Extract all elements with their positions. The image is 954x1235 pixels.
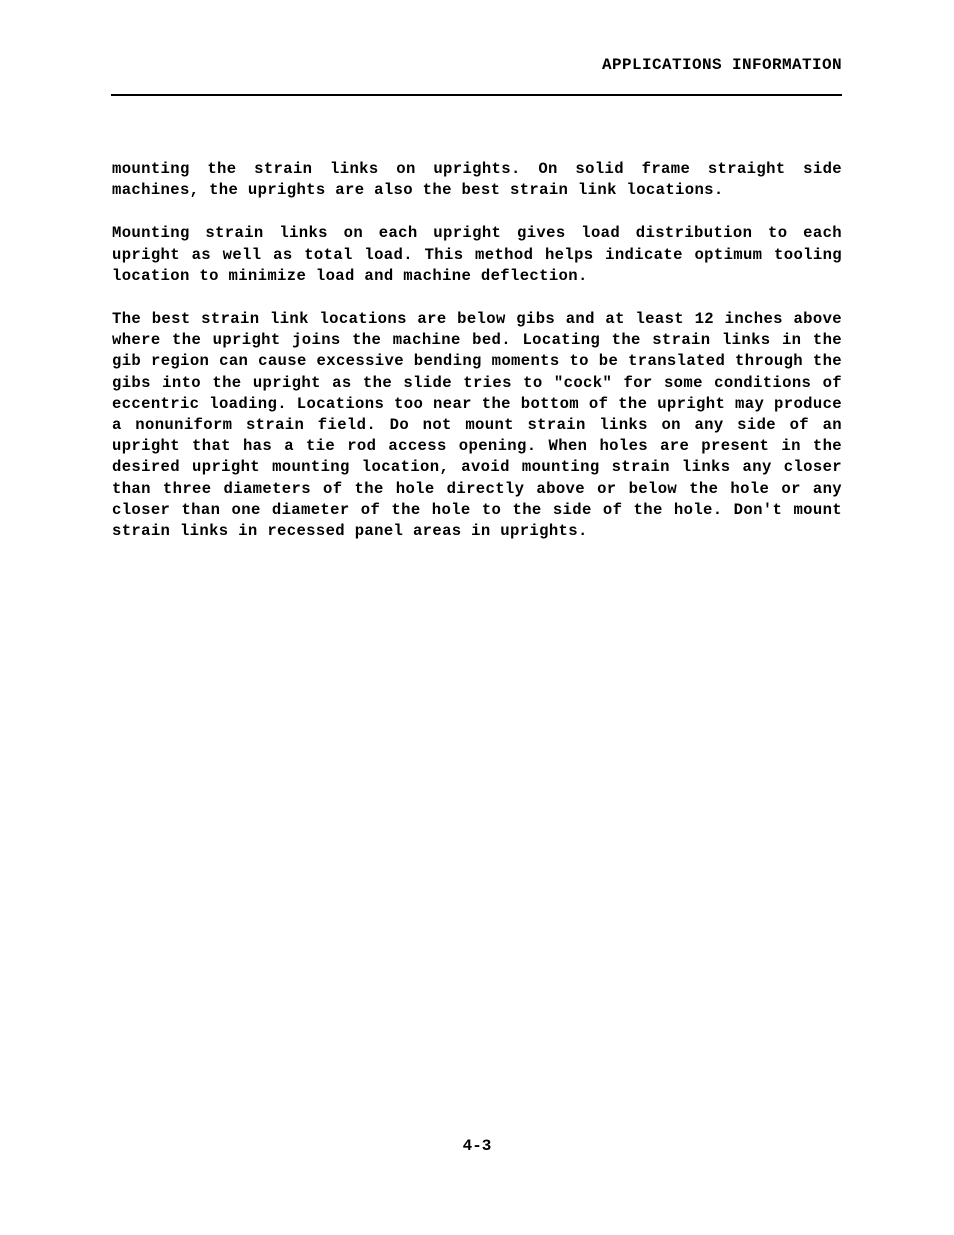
- paragraph-3: The best strain link locations are below gibs and at least 12 inches above where the upright joins the machine bed. Locating the strain links in the gib region can cause excessive bending moments to be translated through the gibs into the upright as the slide tries to "cock" for some conditions of eccentric loading. Locations too near the bottom of the upright may produce a nonuniform strain field. Do not mount strain links on any side of an upright that has a tie rod access opening. When holes are present in the desired upright mounting location, avoid mounting strain links any closer than three diameters of the hole directly above or below the hole or any closer than one diameter of the hole to the side of the hole. Don't mount strain links in recessed panel areas in uprights.: [112, 310, 842, 541]
- header-rule: [111, 94, 842, 96]
- body-text: [112, 159, 842, 564]
- paragraph-2: Mounting strain links on each upright gives load distribution to each upright as well as total load. This method helps indicate optimum tooling location to minimize load and machine deflection.: [112, 224, 842, 285]
- page-number: 4-3: [462, 1137, 492, 1155]
- paragraph-1: mounting the strain links on uprights. On solid frame straight side machines, the uprights are also the best strain link locations.: [112, 160, 842, 200]
- running-header: APPLICATIONS INFORMATION: [601, 56, 842, 74]
